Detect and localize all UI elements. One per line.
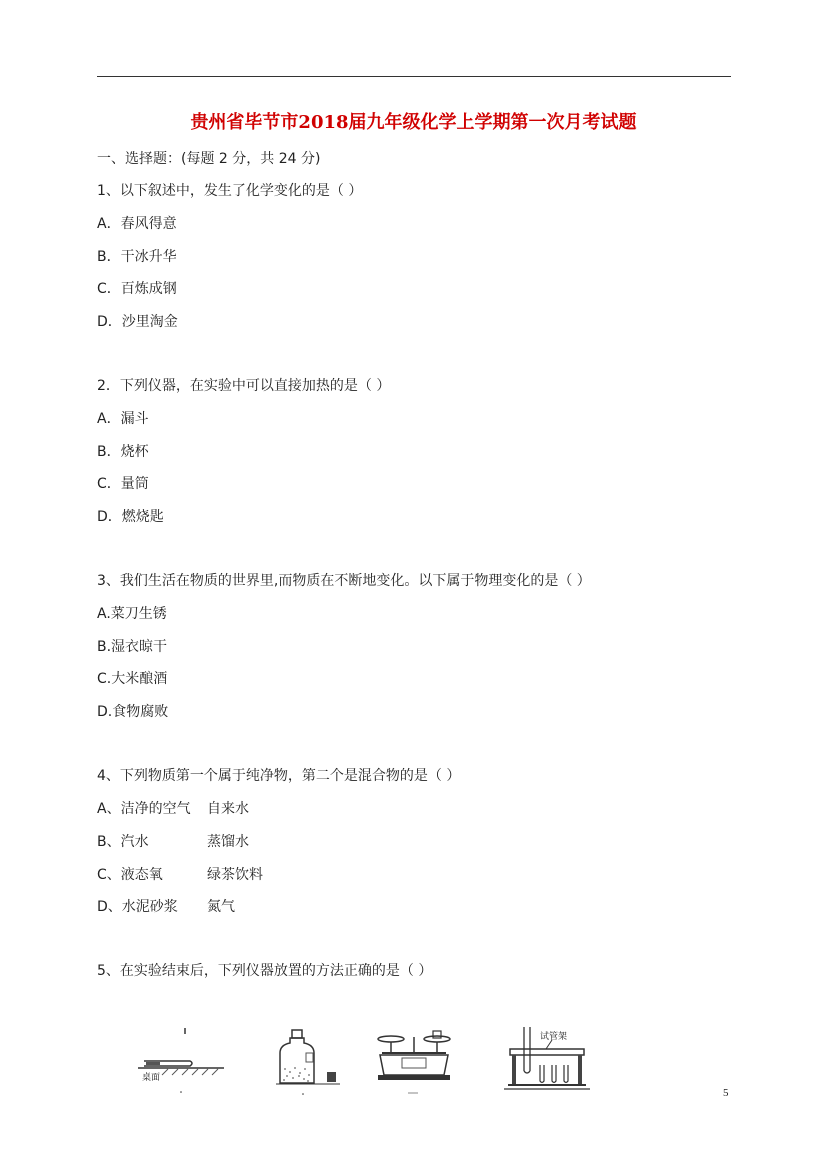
q3-option-c: C.大米酿酒 — [97, 671, 168, 687]
q4-option-c-first: C、液态氧 — [97, 867, 163, 883]
q4-option-a-first: A、洁净的空气 — [97, 801, 191, 817]
rack-label: 试管架 — [540, 1032, 568, 1042]
q1-option-a: A．春风得意 — [97, 216, 177, 232]
document-title: 贵州省毕节市2018届九年级化学上学期第一次月考试题 — [190, 112, 637, 133]
q2-option-d: D．燃烧匙 — [97, 509, 164, 525]
q4-option-b-first: B、汽水 — [97, 834, 149, 850]
test-tube-on-table-figure — [138, 1025, 228, 1095]
q3-option-a: A.菜刀生锈 — [97, 606, 167, 622]
reagent-bottle-figure — [276, 1025, 346, 1097]
q4-option-a-second: 自来水 — [207, 801, 249, 817]
test-tube-rack-figure — [504, 1025, 594, 1097]
question-2-stem: 2．下列仪器，在实验中可以直接加热的是（ ） — [97, 378, 391, 394]
balance-scale-figure — [374, 1025, 454, 1097]
q3-option-b: B.湿衣晾干 — [97, 639, 168, 655]
question-5-stem: 5、在实验结束后，下列仪器放置的方法正确的是（ ） — [97, 963, 433, 979]
q2-option-a: A．漏斗 — [97, 411, 149, 427]
q3-option-d: D.食物腐败 — [97, 704, 169, 720]
q4-option-c-second: 绿茶饮料 — [207, 867, 263, 883]
q4-option-d-second: 氮气 — [207, 899, 235, 915]
q2-option-b: B．烧杯 — [97, 444, 149, 460]
q4-option-b-second: 蒸馏水 — [207, 834, 249, 850]
table-label: 桌面 — [142, 1073, 161, 1083]
section-heading: 一、选择题：(每题 2 分，共 24 分) — [97, 151, 321, 167]
question-4-stem: 4、下列物质第一个属于纯净物，第二个是混合物的是（ ） — [97, 768, 461, 784]
question-1-stem: 1、以下叙述中，发生了化学变化的是（ ） — [97, 183, 363, 199]
q4-option-d-first: D、水泥砂浆 — [97, 899, 178, 915]
q1-option-c: C．百炼成钢 — [97, 281, 177, 297]
question-3-stem: 3、我们生活在物质的世界里,而物质在不断地变化。以下属于物理变化的是（ ） — [97, 573, 591, 589]
q2-option-c: C．量筒 — [97, 476, 149, 492]
page-number: 5 — [723, 1087, 729, 1099]
q1-option-b: B．干冰升华 — [97, 249, 177, 265]
q1-option-d: D．沙里淘金 — [97, 314, 178, 330]
header-rule — [97, 76, 731, 77]
